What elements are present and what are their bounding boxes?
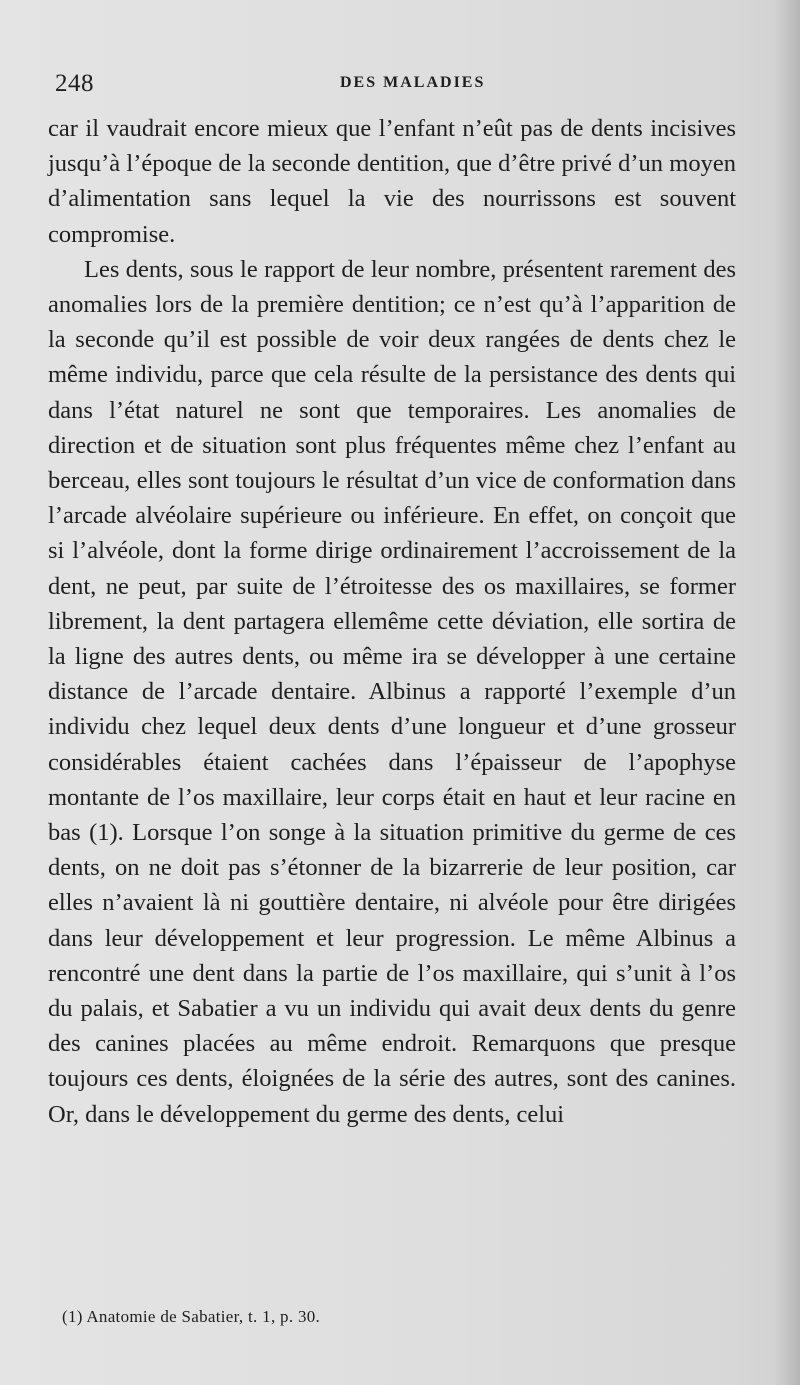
- footnote: (1) Anatomie de Sabatier, t. 1, p. 30.: [62, 1307, 321, 1326]
- page-header: [55, 69, 734, 103]
- page-number: 248: [55, 70, 94, 97]
- main-text: [48, 111, 736, 1132]
- running-head: DES MALADIES: [340, 74, 486, 91]
- paragraph-dental-anomalies: Les dents, sous le rapport de leur nombre, présentent rarement des anomalies lors de la première dentition; ce n’est qu’à l’apparition de la seconde qu’il est possible de voir deux rangées de dents chez le même individu, parce que cela résulte de la persistance des dents qui dans l’état naturel ne sont que temporaires. Les anomalies de direction et de situation sont plus fréquentes même chez l’enfant au berceau, elles sont toujours le résultat d’un vice de conformation dans l’arcade alvéolaire supérieure ou inférieure. En effet, on conçoit que si l’alvéole, dont la forme dirige ordinairement l’accroissement de la dent, ne peut, par suite de l’étroitesse des os maxillaires, se former librement, la dent partagera ellemême cette déviation, elle sortira de la ligne des autres dents, ou même ira se développer à une certaine distance de l’arcade dentaire. Albinus a rapporté l’exemple d’un individu chez lequel deux dents d’une longueur et d’une grosseur considérables étaient cachées dans l’épaisseur de l’apophyse montante de l’os maxillaire, leur corps était en haut et leur racine en bas (1). Lorsque l’on songe à la situation primitive du germe de ces dents, on ne doit pas s’étonner de la bizarrerie de leur position, car elles n’avaient là ni gouttière dentaire, ni alvéole pour être dirigées dans leur développement et leur progression. Le même Albinus a rencontré une dent dans la partie de l’os maxillaire, qui s’unit à l’os du palais, et Sabatier a vu un individu qui avait deux dents du genre des canines placées au même endroit. Remarquons que presque toujours ces dents, éloignées de la série des autres, sont des canines. Or, dans le développement du germe des dents, celui: [48, 255, 736, 1128]
- paragraph-continuation: car il vaudrait encore mieux que l’enfant n’eût pas de dents incisives jusqu’à l’époque de la seconde dentition, que d’être privé d’un moyen d’alimentation sans lequel la vie des nourrissons est souvent compromise.: [48, 115, 736, 248]
